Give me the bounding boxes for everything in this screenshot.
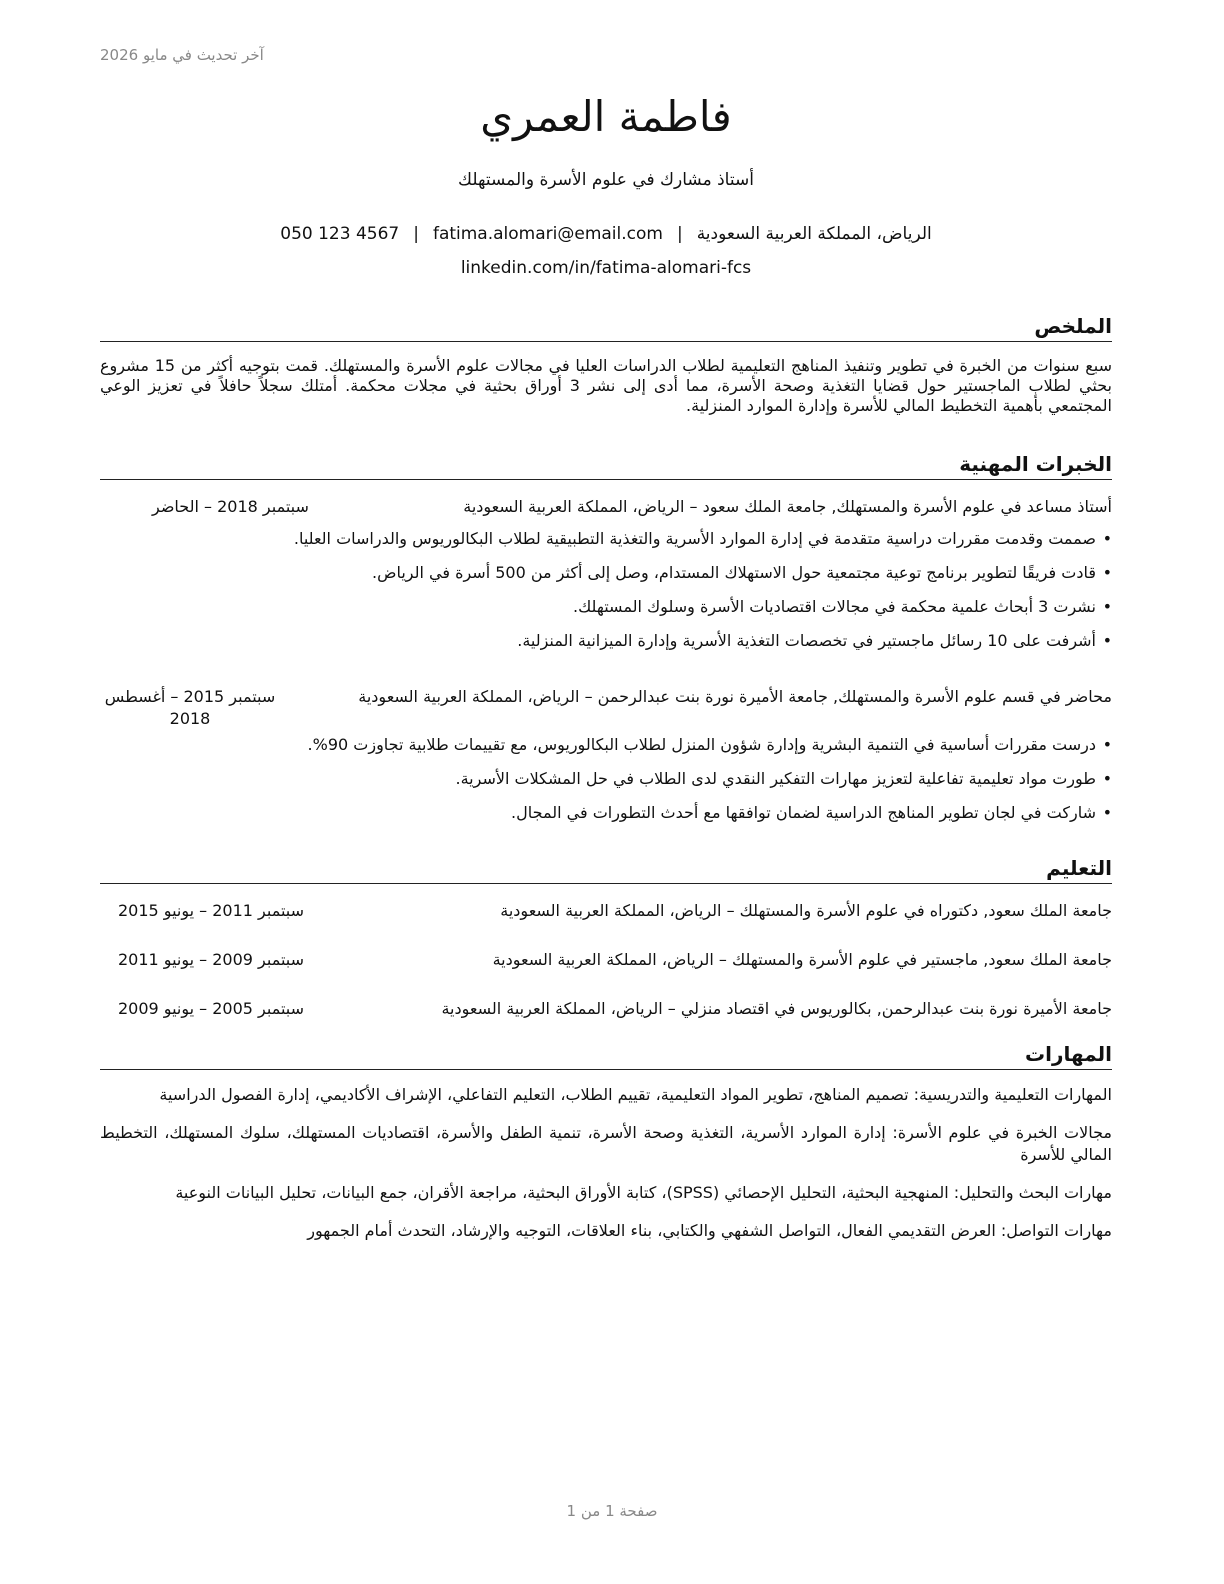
- job-heading: [100, 686, 1112, 730]
- skills-section: [100, 1040, 1112, 1242]
- resume-page: [100, 0, 1112, 1584]
- section-title-skills: المهارات: [100, 1040, 1112, 1070]
- education-item: [100, 949, 1112, 971]
- summary-text: سبع سنوات من الخبرة في تطوير وتنفيذ المناهج التعليمية لطلاب الدراسات العليا في مجالات علوم الأسرة والمستهلك. قمت بتوجيه أكثر من 15 مشروع بحثي لطلاب الماجستير حول قضايا التغذية وصحة الأسرة، مما أدى إلى نشر 3 أوراق بحثية في مجلات محكمة. أمتلك سجلاً حافلاً في تعزيز الوعي المجتمعي بأهمية التخطيط المالي للأسرة وإدارة الموارد المنزلية.: [100, 356, 1113, 415]
- person-name: فاطمة العمري: [480, 92, 732, 141]
- page-number: صفحة 1 من 1: [566, 1502, 658, 1520]
- list-item: • نشرت 3 أبحاث علمية محكمة في مجالات اقتصاديات الأسرة وسلوك المستهلك.: [100, 596, 1112, 618]
- email-link[interactable]: fatima.alomari@email.com: [432, 224, 663, 244]
- last-updated: آخر تحديث في مايو 2026: [100, 46, 264, 64]
- skill-line: المهارات التعليمية والتدريسية: تصميم المناهج، تطوير المواد التعليمية، تقييم الطلاب، التعليم التفاعلي، الإشراف الأكاديمي، إدارة الفصول الدراسية: [159, 1085, 1112, 1104]
- job-dates: سبتمبر 2018 – الحاضر: [152, 497, 309, 516]
- location: الرياض، المملكة العربية السعودية: [696, 224, 932, 244]
- list-item: • طورت مواد تعليمية تفاعلية لتعزيز مهارات التفكير النقدي لدى الطلاب في حل المشكلات الأسرية.: [100, 768, 1112, 790]
- list-item: • قادت فريقًا لتطوير برنامج توعية مجتمعية حول الاستهلاك المستدام، وصل إلى أكثر من 500 أسرة في الرياض.: [100, 562, 1112, 584]
- education-item: [100, 998, 1112, 1020]
- job-title-employer: أستاذ مساعد في علوم الأسرة والمستهلك, جامعة الملك سعود – الرياض، المملكة العربية السعودية: [463, 497, 1112, 516]
- experience-section: [100, 450, 1112, 824]
- education-degree: جامعة الأميرة نورة بنت عبدالرحمن, بكالوريوس في اقتصاد منزلي – الرياض، المملكة العربية السعودية: [441, 999, 1112, 1018]
- education-dates: سبتمبر 2009 – يونيو 2011: [118, 950, 305, 969]
- skill-line: مهارات البحث والتحليل: المنهجية البحثية، التحليل الإحصائي (SPSS)، كتابة الأوراق البحثية، مراجعة الأقران، جمع البيانات، تحليل البيانات النوعية: [175, 1183, 1112, 1202]
- contact-separator: |: [676, 224, 683, 244]
- job-bullets: [100, 528, 1112, 652]
- list-item: • درست مقررات أساسية في التنمية البشرية وإدارة شؤون المنزل لطلاب البكالوريوس، مع تقييمات طلابية تجاوزت 90%.: [100, 734, 1112, 756]
- skill-line: مجالات الخبرة في علوم الأسرة: إدارة الموارد الأسرية، التغذية وصحة الأسرة، تنمية الطفل والأسرة، اقتصاديات المستهلك، سلوك المستهلك، التخطيط المالي للأسرة: [100, 1123, 1112, 1164]
- education-dates: سبتمبر 2005 – يونيو 2009: [118, 999, 305, 1018]
- section-title-experience: الخبرات المهنية: [100, 450, 1112, 480]
- list-item: • صممت وقدمت مقررات دراسية متقدمة في إدارة الموارد الأسرية والتغذية التطبيقية لطلاب البكالوريوس والدراسات العليا.: [100, 528, 1112, 550]
- job-title-employer: محاضر في قسم علوم الأسرة والمستهلك, جامعة الأميرة نورة بنت عبدالرحمن – الرياض، المملكة العربية السعودية: [358, 687, 1112, 706]
- linkedin-link[interactable]: linkedin.com/in/fatima-alomari-fcs: [460, 258, 752, 278]
- education-section: [100, 854, 1112, 1020]
- job-heading: [100, 496, 1112, 518]
- education-degree: جامعة الملك سعود, ماجستير في علوم الأسرة والمستهلك – الرياض، المملكة العربية السعودية: [492, 950, 1112, 969]
- list-item: • شاركت في لجان تطوير المناهج الدراسية لضمان توافقها مع أحدث التطورات في المجال.: [100, 802, 1112, 824]
- list-item: • أشرفت على 10 رسائل ماجستير في تخصصات التغذية الأسرية وإدارة الميزانية المنزلية.: [100, 630, 1112, 652]
- job-bullets: [100, 734, 1112, 824]
- education-degree: جامعة الملك سعود, دكتوراه في علوم الأسرة والمستهلك – الرياض، المملكة العربية السعودية: [500, 901, 1112, 920]
- job-entry: [100, 496, 1112, 652]
- education-item: [100, 900, 1112, 922]
- job-title: أستاذ مشارك في علوم الأسرة والمستهلك: [458, 170, 754, 190]
- job-dates: سبتمبر 2015 – أغسطس 2018: [104, 687, 276, 728]
- skill-line: مهارات التواصل: العرض التقديمي الفعال، التواصل الشفهي والكتابي، بناء العلاقات، التوجيه والإرشاد، التحدث أمام الجمهور: [307, 1221, 1112, 1240]
- job-entry: [100, 686, 1112, 824]
- contact-separator: |: [413, 224, 419, 244]
- education-dates: سبتمبر 2011 – يونيو 2015: [118, 901, 305, 920]
- summary-section: [100, 312, 1112, 416]
- section-title-summary: الملخص: [100, 312, 1112, 342]
- phone: 050 123 4567: [280, 224, 400, 244]
- section-title-education: التعليم: [100, 854, 1112, 884]
- contact-line: [100, 224, 1112, 244]
